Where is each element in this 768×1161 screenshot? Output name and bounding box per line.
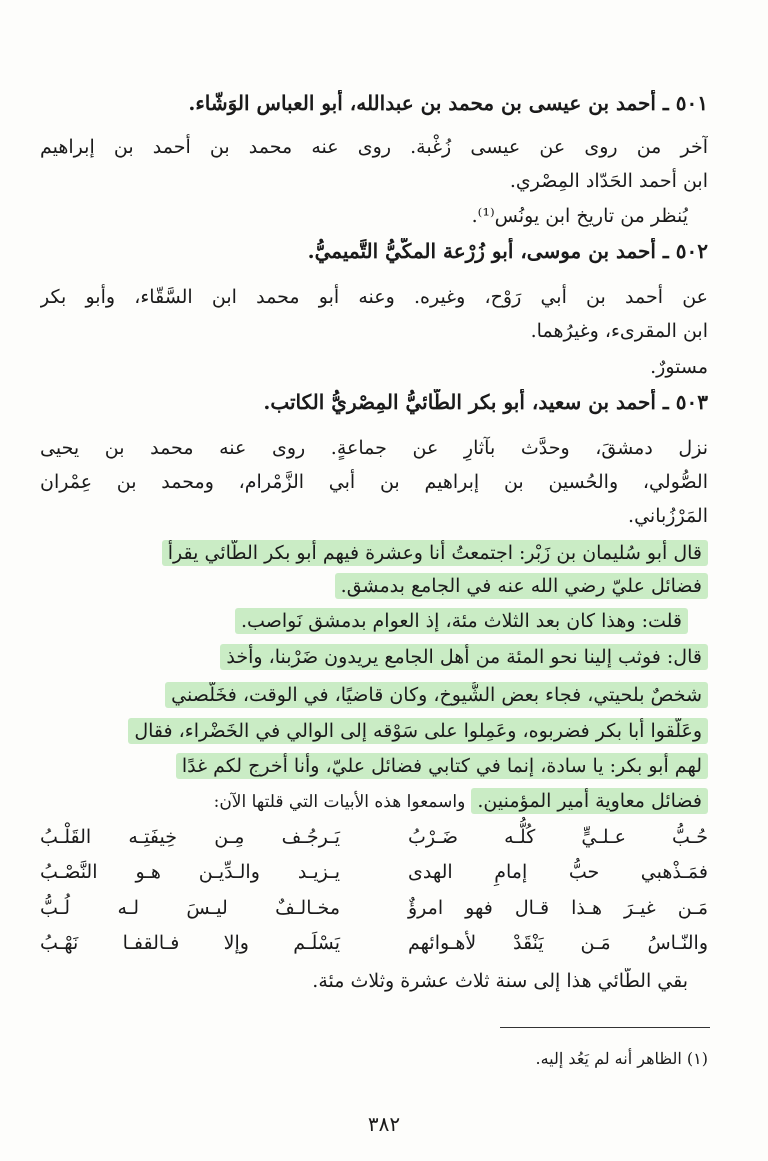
highlight-mark: قال أبو سُليمان بن زَبْر: اجتمعتُ أنا وعشرة فيهم أبو بكر الطّائي يقرأ	[162, 540, 708, 566]
highlighted-line	[40, 608, 688, 634]
entry-503-title: ٥٠٣ ـ أحمد بن سعيد، أبو بكر الطّائيُّ المِصْريُّ الكاتب.	[263, 390, 708, 414]
entry-501-line: ابن أحمد الحَدّاد المِصْري.	[509, 170, 708, 192]
verse-second-hemistich: مخـالـفٌ ليـسَ لـه لُـبُّ	[40, 897, 340, 919]
highlight-mark: فضائل عليّ رضي الله عنه في الجامع بدمشق.	[335, 573, 708, 599]
entry-501-line: آخر من روى عن عيسى زُغْبة. روى عنه محمد بن أحمد بن إبراهيم	[40, 136, 708, 158]
highlighted-line	[40, 573, 708, 599]
highlighted-line	[40, 644, 708, 670]
highlight-mark: قال: فوثب إلينا نحو المئة من أهل الجامع يريدون ضَرْبنا، وأخذ	[220, 644, 708, 670]
entry-503-line: نزل دمشقَ، وحدَّث بآثارٍ عن جماعةٍ. روى عنه محمد بن يحيى	[40, 437, 708, 459]
highlighted-line	[40, 788, 708, 815]
poem-verse	[40, 893, 708, 923]
highlighted-line	[40, 540, 708, 566]
verse-intro: واسمعوا هذه الأبيات التي قلتها الآن:	[213, 792, 466, 812]
highlight-mark: لهم أبو بكر: يا سادة، إنما في كتابي فضائل عليّ، وأنا أُخرج لكم غدًا	[176, 753, 708, 779]
verse-second-hemistich: يـزيـد والـدِّيـن هـو النَّصْـبُ	[40, 861, 340, 883]
page-number: ٣٨٢	[367, 1112, 401, 1136]
verse-first-hemistich: والنّـاسُ مَـن يَنْقَدْ لأهـوائهم	[408, 932, 708, 954]
verse-first-hemistich: حُـبُّ عـلـيٍّ كُلُّـه ضَـرْبُ	[408, 826, 708, 848]
footnote-divider	[500, 1027, 710, 1028]
highlighted-line	[40, 718, 708, 744]
entry-502-line: عن أحمد بن أبي رَوْح، وغيره. وعنه أبو محمد ابن السَّقّاء، وأبو بكر	[40, 286, 708, 308]
entry-503-line: الصُّولي، والحُسين بن إبراهيم بن أبي الزَّمْرام، ومحمد بن عِمْران	[40, 471, 708, 493]
entry-502-line: مستورٌ.	[650, 356, 708, 378]
poem-verse	[40, 928, 708, 958]
verse-first-hemistich: مَـن غيـرَ هـذا قـال فهو امرؤٌ	[408, 897, 708, 919]
highlight-mark: فضائل معاوية أمير المؤمنين.	[471, 788, 708, 814]
verse-second-hemistich: يَـرجُـف مِـن خِيفَتِـه القَلْـبُ	[40, 826, 340, 848]
poem-verse	[40, 857, 708, 887]
entry-502-line: ابن المقرىء، وغيرُهما.	[530, 320, 708, 342]
poem-verse	[40, 822, 708, 852]
highlight-mark: وعَلّقوا أبا بكر فضربوه، وعَمِلوا على سَوْقه إلى الوالي في الخَضْراء، فقال	[128, 718, 708, 744]
entry-502-title: ٥٠٢ ـ أحمد بن موسى، أبو زُرْعة المكّيُّ التَّميميُّ.	[307, 239, 708, 263]
highlight-mark: شخصٌ بلحيتي، فجاء بعض الشُّيوخ، وكان قاضيًا، في الوقت، فخَلّصني	[165, 682, 708, 708]
highlighted-line	[40, 682, 708, 708]
entry-501-title: ٥٠١ ـ أحمد بن عيسى بن محمد بن عبدالله، أبو العباس الوَشّاء.	[188, 91, 708, 115]
closing-line: بقي الطّائي هذا إلى سنة ثلاث عشرة وثلاث مئة.	[312, 970, 688, 992]
footnote: (١) الظاهر أنه لم يَعُد إليه.	[535, 1049, 708, 1068]
verse-first-hemistich: فمَـذْهبي حبُّ إمامِ الهدى	[408, 861, 708, 883]
verse-second-hemistich: يَسْلَـم وإلا فـالقفـا نَهْـبُ	[40, 932, 340, 954]
entry-503-line: المَرْزُباني.	[628, 505, 708, 527]
highlight-mark: قلت: وهذا كان بعد الثلاث مئة، إذ العوام بدمشق نَواصب.	[235, 608, 688, 634]
highlighted-line	[40, 753, 708, 779]
entry-501-line: يُنظر من تاريخ ابن يونُس⁽¹⁾.	[471, 205, 688, 227]
